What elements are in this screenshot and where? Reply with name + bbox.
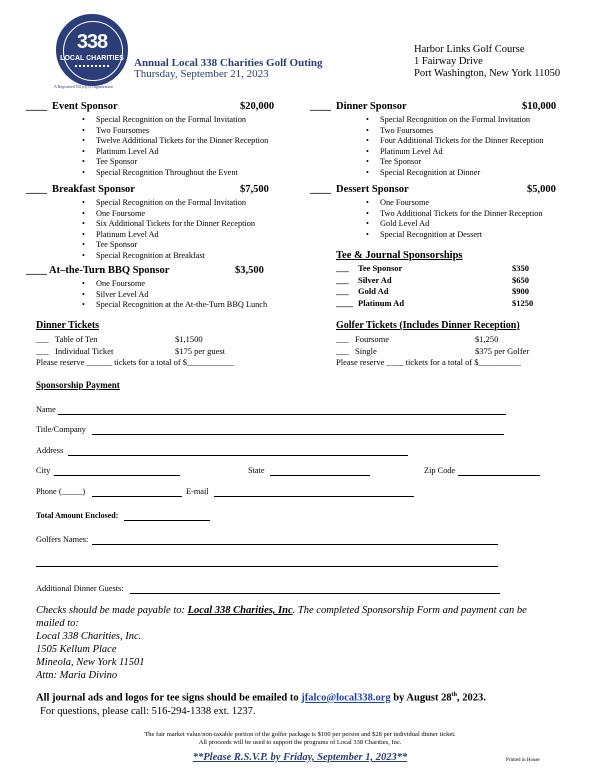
mail-address-3: Mineola, New York 11501 bbox=[36, 657, 145, 668]
proceeds-note: All proceeds will be used to support the programs of Local 338 Charities, Inc. bbox=[198, 739, 402, 746]
list-item: • Platinum Level Ad bbox=[82, 230, 255, 241]
table-row[interactable]: ____ Platinum Ad bbox=[336, 297, 405, 308]
golfers-field-2[interactable] bbox=[36, 566, 498, 567]
checks-payee: Local 338 Charities, Inc bbox=[187, 605, 293, 616]
golfers-field[interactable] bbox=[92, 544, 498, 545]
dinner-sponsor-blank[interactable]: ____ bbox=[310, 101, 331, 112]
list-item: • Twelve Additional Tickets for the Dinner Reception bbox=[82, 136, 268, 147]
journal-note bbox=[36, 692, 486, 704]
dinner-tickets-table bbox=[36, 334, 234, 369]
checks-text-b: . The completed Sponsorship Form and payment can be bbox=[292, 605, 527, 616]
footer-notes bbox=[0, 731, 600, 747]
guests-label: Additional Dinner Guests: bbox=[36, 584, 124, 593]
table-row[interactable]: ___ Foursome $1,250 bbox=[336, 334, 499, 344]
address-field[interactable] bbox=[68, 455, 408, 456]
email-label: E-mail bbox=[186, 487, 209, 496]
golfer-tickets-heading: Golfer Tickets (Includes Dinner Reception) bbox=[336, 320, 520, 331]
list-item: • Special Recognition Throughout the Event bbox=[82, 168, 268, 179]
total-field[interactable] bbox=[124, 520, 210, 521]
logo-tagline: A Registered 501(c)(3) Organization bbox=[54, 84, 113, 89]
bbq-sponsor-benefits bbox=[82, 279, 267, 311]
list-item: • Two Additional Tickets for the Dinner Reception bbox=[366, 209, 543, 220]
venue-block bbox=[414, 44, 560, 80]
ticket-price: $1,250 bbox=[475, 334, 499, 344]
event-title: Annual Local 338 Charities Golf Outing bbox=[134, 57, 323, 69]
logo-number: 338 bbox=[76, 31, 108, 53]
list-item: • Platinum Level Ad bbox=[82, 147, 268, 158]
event-date: Thursday, September 21, 2023 bbox=[134, 68, 269, 80]
tee-journal-table bbox=[336, 263, 404, 309]
event-sponsor-benefits bbox=[82, 115, 268, 178]
city-label: City bbox=[36, 466, 51, 475]
list-item: • Four Additional Tickets for the Dinner Reception bbox=[366, 136, 544, 147]
rsvp-note: **Please R.S.V.P. by Friday, September 1, 2023** bbox=[192, 752, 408, 763]
dessert-sponsor-price: $5,000 bbox=[527, 184, 556, 195]
dessert-sponsor-name: Dessert Sponsor bbox=[336, 184, 409, 195]
name-label: Name bbox=[36, 405, 56, 414]
tee-item-name: Gold Ad bbox=[358, 286, 389, 296]
list-item: • Special Recognition on the Formal Invitation bbox=[82, 115, 268, 126]
list-item: • Special Recognition on the Formal Invitation bbox=[366, 115, 544, 126]
table-row[interactable]: ___ Gold Ad bbox=[336, 286, 389, 296]
state-label: State bbox=[248, 466, 265, 475]
event-sponsor-name: Event Sponsor bbox=[52, 101, 118, 112]
bbq-sponsor-price: $3,500 bbox=[235, 265, 264, 276]
payment-heading: Sponsorship Payment bbox=[36, 380, 120, 390]
list-item: • Tee Sponsor bbox=[366, 157, 544, 168]
dinner-sponsor-name: Dinner Sponsor bbox=[336, 101, 407, 112]
tee-journal-heading: Tee & Journal Sponsorships bbox=[336, 250, 463, 261]
event-sponsor-price: $20,000 bbox=[240, 101, 275, 112]
list-item: • Special Recognition at Dinner bbox=[366, 168, 544, 179]
tee-item-name: Tee Sponsor bbox=[358, 263, 403, 273]
dessert-sponsor-benefits bbox=[366, 198, 543, 240]
printed-in-house: Printed in House bbox=[506, 758, 540, 763]
tee-item-price: $900 bbox=[512, 286, 529, 296]
logo-figures bbox=[75, 65, 109, 73]
table-row[interactable]: ___ Individual Ticket $175 per guest bbox=[36, 345, 226, 356]
tee-item-name: Platinum Ad bbox=[358, 297, 405, 308]
event-sponsor-blank[interactable]: ____ bbox=[26, 101, 47, 112]
golfers-label: Golfers Names: bbox=[36, 535, 89, 544]
list-item: • Special Recognition at the At-the-Turn BBQ Lunch bbox=[82, 300, 267, 311]
ticket-name: Foursome bbox=[355, 334, 389, 344]
zip-field[interactable] bbox=[458, 475, 540, 476]
venue-city: Port Washington, New York 11050 bbox=[414, 68, 561, 79]
address-label: Address bbox=[36, 446, 64, 455]
title-company-label: Title/Company bbox=[36, 425, 86, 434]
journal-text-a: All journal ads and logos for tee signs should be emailed to bbox=[36, 692, 302, 704]
email-link[interactable]: jfalco@local338.org bbox=[301, 692, 391, 704]
bbq-sponsor-name: At–the-Turn BBQ Sponsor bbox=[49, 265, 170, 276]
list-item: • Silver Level Ad bbox=[82, 290, 267, 301]
tee-item-name: Silver Ad bbox=[358, 274, 392, 285]
list-item: • Special Recognition at Dessert bbox=[366, 230, 543, 241]
list-item: • Two Foursomes bbox=[366, 126, 544, 137]
venue-street: 1 Fairway Drive bbox=[414, 56, 483, 67]
list-item: • Six Additional Tickets for the Dinner Reception bbox=[82, 219, 255, 230]
city-field[interactable] bbox=[54, 475, 180, 476]
table-row[interactable]: ___ Table of Ten $1,1500 bbox=[36, 334, 203, 344]
ticket-name: Individual Ticket bbox=[55, 345, 114, 356]
checks-text-a: Checks should be made payable to: bbox=[36, 605, 188, 616]
table-row[interactable]: ___ Tee Sponsor bbox=[336, 263, 403, 273]
journal-text-b: by August 28 bbox=[390, 692, 452, 704]
ticket-name: Table of Ten bbox=[55, 334, 98, 344]
list-item: • Platinum Level Ad bbox=[366, 147, 544, 158]
list-item: • One Foursome bbox=[82, 209, 255, 220]
title-company-field[interactable] bbox=[92, 434, 504, 435]
dinner-tickets-heading: Dinner Tickets bbox=[36, 320, 100, 331]
list-item: • Gold Level Ad bbox=[366, 219, 543, 230]
dinner-sponsor-price: $10,000 bbox=[522, 101, 557, 112]
ticket-price: $1,1500 bbox=[175, 334, 203, 344]
breakfast-sponsor-price: $7,500 bbox=[240, 184, 269, 195]
table-row[interactable]: ___ Silver Ad bbox=[336, 274, 392, 285]
mail-address-1: Local 338 Charities, Inc. bbox=[36, 631, 142, 642]
phone-field[interactable] bbox=[92, 496, 182, 497]
questions-line: For questions, please call: 516-294-1338 ext. 1237. bbox=[40, 706, 256, 717]
list-item: • One Foursome bbox=[82, 279, 267, 290]
bbq-sponsor-blank[interactable]: ____ bbox=[26, 265, 47, 276]
ticket-name: Single bbox=[355, 345, 377, 356]
tee-item-price: $1250 bbox=[512, 297, 534, 308]
tee-journal-prices bbox=[512, 263, 533, 309]
breakfast-sponsor-benefits bbox=[82, 198, 255, 261]
breakfast-sponsor-blank[interactable]: ____ bbox=[26, 184, 47, 195]
journal-sup: th bbox=[451, 692, 457, 698]
state-field[interactable] bbox=[270, 475, 370, 476]
organization-logo bbox=[56, 14, 128, 86]
mail-address-2: 1505 Kellum Place bbox=[36, 644, 117, 655]
checks-text-c: mailed to: bbox=[36, 618, 79, 629]
ticket-price: $375 per Golfer bbox=[475, 345, 530, 356]
breakfast-sponsor-name: Breakfast Sponsor bbox=[52, 184, 135, 195]
golfer-reserve-line[interactable]: Please reserve ____ tickets for a total of $__________ bbox=[336, 357, 522, 367]
tee-item-price: $350 bbox=[512, 263, 529, 273]
list-item: • Special Recognition on the Formal Invitation bbox=[82, 198, 255, 209]
list-item: • Tee Sponsor bbox=[82, 157, 268, 168]
golfer-tickets-table bbox=[336, 334, 529, 369]
list-item: • One Foursome bbox=[366, 198, 543, 209]
dinner-reserve-line[interactable]: Please reserve ______ tickets for a total of $___________ bbox=[36, 357, 234, 367]
venue-name: Harbor Links Golf Course bbox=[414, 44, 525, 55]
name-field[interactable] bbox=[58, 414, 506, 415]
table-row[interactable]: ___ Single $375 per Golfer bbox=[336, 345, 530, 356]
tee-item-price: $650 bbox=[512, 274, 529, 285]
mail-address-4: Attn: Maria Divino bbox=[36, 670, 118, 681]
checks-paragraph bbox=[36, 604, 576, 682]
ticket-price: $175 per guest bbox=[175, 345, 226, 356]
list-item: • Two Foursomes bbox=[82, 126, 268, 137]
journal-text-c: , 2023. bbox=[456, 692, 486, 704]
phone-label: Phone (_____) bbox=[36, 487, 86, 496]
list-item: • Tee Sponsor bbox=[82, 240, 255, 251]
list-item: • Special Recognition at Breakfast bbox=[82, 251, 255, 262]
zip-label: Zip Code bbox=[424, 466, 456, 475]
email-field[interactable] bbox=[214, 496, 414, 497]
total-label: Total Amount Enclosed: bbox=[36, 511, 119, 520]
guests-field[interactable] bbox=[130, 593, 500, 594]
dinner-sponsor-benefits bbox=[366, 115, 544, 178]
fmv-note: The fair market value/non-taxable portion of the golfer package is $100 per person and $28 per individual dinner ticket. bbox=[144, 731, 456, 738]
logo-text: LOCAL CHARITIES bbox=[60, 55, 124, 62]
dessert-sponsor-blank[interactable]: ____ bbox=[310, 184, 331, 195]
